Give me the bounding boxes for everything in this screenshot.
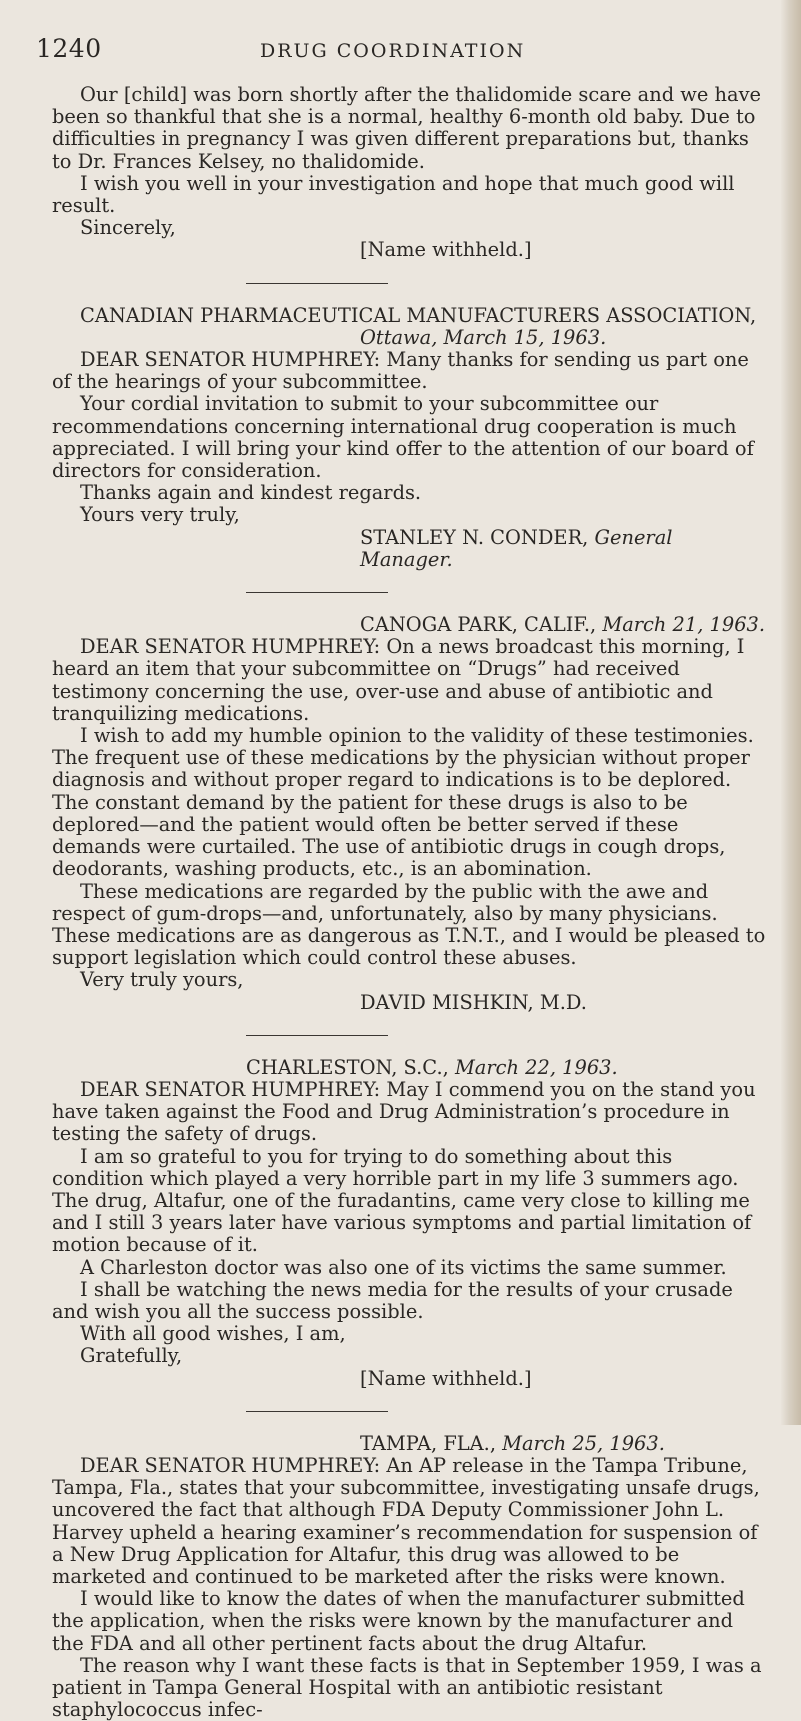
letter-5-dateline: TAMPA, FLA., March 25, 1963. (360, 1431, 665, 1455)
letter-3-paragraph: These medications are regarded by the public with the awe and respect of gum-drops—and, unfortunately, also by many physicians. These medications are as dangerous as T.N.T., and I would be pleased to support legislation which could control these abuses. (52, 879, 766, 970)
letter-2-paragraph: DEAR SENATOR HUMPHREY: Many thanks for sending us part one of the hearings of your subcommittee. (52, 348, 749, 394)
salutation: DEAR SENATOR HUMPHREY: (80, 635, 381, 659)
divider (246, 592, 388, 593)
letter-2-heading: CANADIAN PHARMACEUTICAL MANUFACTURERS ASSOCIATION, (80, 303, 757, 327)
letter-2-signature: STANLEY N. CONDER, General Manager. (360, 525, 673, 571)
letter-1-paragraph: Our [child] was born shortly after the thalidomide scare and we have been so thankful that she is a normal, healthy 6-month old baby. Due to difficulties in pregnancy I was given different preparations but, thanks to Dr. Frances Kelsey, no thalidomide. (52, 83, 762, 173)
divider (246, 283, 388, 284)
letter-1-closing: Sincerely, (80, 216, 176, 240)
letter-4 (52, 1057, 767, 1390)
letter-2-closing: Yours very truly, (80, 503, 240, 527)
letter-5-paragraph: The reason why I want these facts is that in September 1959, I was a patient in Tampa General Hospital with an antibiotic resistant staphylococcus infec- (52, 1653, 762, 1721)
letter-4-paragraph: I am so grateful to you for trying to do something about this condition which played a very horrible part in my life 3 summers ago. The drug, Altafur, one of the furadantins, came very close to killing me and I still 3 years later have various symptoms and partial limitation of motion because of it. (52, 1144, 752, 1257)
letter-4-paragraph: DEAR SENATOR HUMPHREY: May I commend you on the stand you have taken against the Food and Drug Administration’s procedure in testing the safety of drugs. (52, 1077, 756, 1146)
page-body (52, 84, 767, 1721)
letter-1-signature: [Name withheld.] (360, 238, 532, 262)
letter-1 (52, 84, 767, 262)
letter-5-paragraph: I would like to know the dates of when the manufacturer submitted the application, when the risks were known by the manufacturer and the FDA and all other pertinent facts about the drug Altafur. (52, 1587, 745, 1655)
letter-2-paragraph: Thanks again and kindest regards. (80, 481, 422, 505)
letter-4-closing: Gratefully, (80, 1344, 183, 1368)
page-number: 1240 (36, 34, 102, 63)
letter-5-paragraph: DEAR SENATOR HUMPHREY: An AP release in the Tampa Tribune, Tampa, Fla., states that your subcommittee, investigating unsafe drugs, uncovered the fact that although FDA Deputy Commissioner John L. Harvey upheld a hearing examiner’s recommendation for suspension of a New Drug Application for Altafur, this drug was allowed to be marketed and continued to be marketed after the risks were known. (52, 1453, 760, 1588)
letter-3-signature: DAVID MISHKIN, M.D. (360, 990, 587, 1014)
letter-4-dateline: CHARLESTON, S.C., March 22, 1963. (246, 1055, 618, 1079)
salutation: DEAR SENATOR HUMPHREY: (80, 1077, 381, 1101)
letter-3-paragraph: I wish to add my humble opinion to the validity of these testimonies. The frequent use of these medications by the physician without proper diagnosis and without proper regard to indications is to be deplored. The constant demand by the patient for these drugs is also to be deplored—and the patient would often be better served if these demands were curtailed. The use of antibiotic drugs in cough drops, deodorants, washing products, etc., is an abomination. (52, 724, 754, 881)
letter-4-paragraph: I shall be watching the news media for the results of your crusade and wish you all the success possible. (52, 1277, 733, 1323)
divider (246, 1411, 388, 1412)
letter-5 (52, 1433, 767, 1721)
salutation: DEAR SENATOR HUMPHREY: (80, 348, 381, 372)
letter-3-paragraph: DEAR SENATOR HUMPHREY: On a news broadcast this morning, I heard an item that your subcommittee on “Drugs” had received testimony concerning the use, over-use and abuse of antibiotic and tranquilizing medications. (52, 635, 745, 725)
letter-3-closing: Very truly yours, (80, 968, 244, 992)
letter-4-signature: [Name withheld.] (360, 1366, 532, 1390)
letter-4-paragraph: A Charleston doctor was also one of its victims the same summer. (80, 1255, 727, 1279)
letter-2-paragraph: Your cordial invitation to submit to your subcommittee our recommendations concerning international drug cooperation is much appreciated. I will bring your kind offer to the attention of our board of directors for consideration. (52, 392, 754, 483)
letter-2 (52, 305, 767, 571)
letter-4-paragraph: With all good wishes, I am, (80, 1322, 346, 1346)
page-edge (781, 0, 801, 1425)
divider (246, 1035, 388, 1036)
letter-1-paragraph: I wish you well in your investigation and hope that much good will result. (52, 171, 735, 218)
salutation: DEAR SENATOR HUMPHREY: (80, 1453, 381, 1477)
letter-3-dateline: CANOGA PARK, CALIF., March 21, 1963. (360, 613, 766, 637)
letter-3 (52, 614, 767, 1014)
running-title: DRUG COORDINATION (260, 40, 526, 62)
letter-2-dateline: Ottawa, March 15, 1963. (360, 325, 607, 349)
page-header (36, 34, 766, 64)
